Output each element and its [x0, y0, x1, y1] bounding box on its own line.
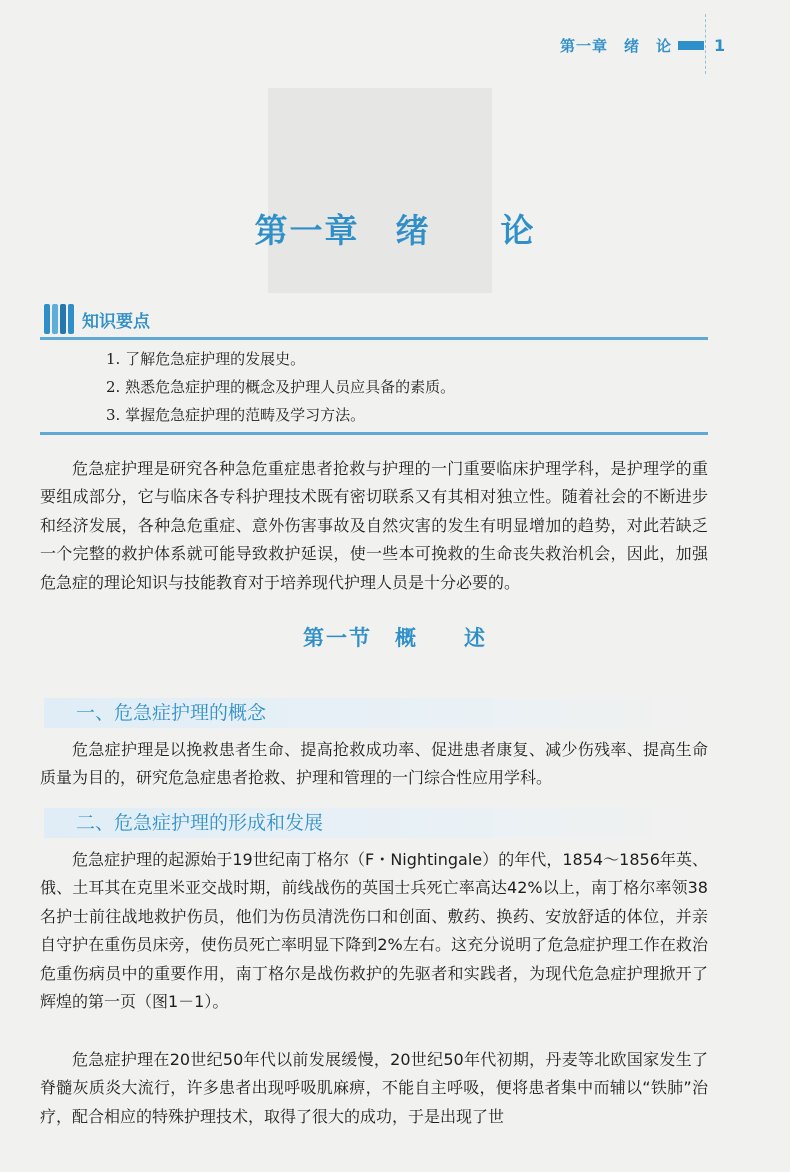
running-head-chapter: 第一章 绪 论: [560, 36, 673, 55]
chapter-title-part1: 第一章: [254, 211, 360, 250]
key-points-top-rule: [40, 337, 708, 340]
subsection-1-title: 一、危急症护理的概念: [44, 698, 704, 728]
subsection-1-paragraph: 危急症护理是以挽救患者生命、提高抢救成功率、促进患者康复、减少伤残率、提高生命质量为目的，研究危急症患者抢救、护理和管理的一门综合性应用学科。: [40, 740, 708, 788]
bleed-through-shadow: [268, 88, 492, 293]
chapter-title-part2: 绪: [395, 211, 431, 250]
key-points-bottom-rule: [40, 432, 708, 435]
subsection-2-title: 二、危急症护理的形成和发展: [44, 808, 704, 838]
subsection-2-paragraph-1: 危急症护理的起源始于19世纪南丁格尔（F・Nightingale）的年代，1854～1856年英、俄、土耳其在克里米亚交战时期，前线战伤的英国士兵死亡率高达42%以上，南丁格尔率领38名护士前往战地救护伤员，他们为伤员清洗伤口和创面、敷药、换药、安放舒适的体位，并亲自守护在重伤员床旁，使伤员死亡率明显下降到2%左右。这充分说明了危急症护理工作在救治危重伤病员中的重要作用，南丁格尔是战伤救护的先驱者和实践者，为现代危急症护理掀开了辉煌的第一页（图1－1）。: [40, 850, 708, 1012]
key-points-list: [106, 345, 455, 429]
page-number: 1: [714, 35, 726, 55]
key-point-item: 2. 熟悉危急症护理的概念及护理人员应具备的素质。: [106, 378, 456, 396]
running-head-bar: [678, 41, 704, 50]
chapter-title-part3: 论: [500, 211, 536, 250]
books-icon: [44, 304, 74, 334]
intro-paragraph: 危急症护理是研究各种急危重症患者抢救与护理的一门重要临床护理学科，是护理学的重要组成部分，它与临床各专科护理技术既有密切联系又有其相对独立性。随着社会的不断进步和经济发展，各种急危重症、意外伤害事故及自然灾害的发生有明显增加的趋势，对此若缺乏一个完整的救护体系就可能导致救护延误，使一些本可挽救的生命丧失救治机会，因此，加强危急症的理论知识与技能教育对于培养现代护理人员是十分必要的。: [40, 459, 708, 592]
chapter-title: [0, 205, 790, 252]
key-points-header: [44, 304, 150, 334]
key-point-item: 3. 掌握危急症护理的范畴及学习方法。: [106, 406, 366, 424]
key-point-item: 1. 了解危急症护理的发展史。: [106, 350, 306, 368]
running-head: [560, 34, 725, 56]
subsection-2-paragraph-2: 危急症护理在20世纪50年代以前发展缓慢，20世纪50年代初期，丹麦等北欧国家发生了脊髓灰质炎大流行，许多患者出现呼吸肌麻痹，不能自主呼吸，便将患者集中而辅以“铁肺”治疗，配合相应的特殊护理技术，取得了很大的成功，于是出现了世: [40, 1050, 708, 1126]
key-points-title: 知识要点: [82, 311, 150, 332]
section-title: 第一节 概 述: [303, 626, 487, 650]
